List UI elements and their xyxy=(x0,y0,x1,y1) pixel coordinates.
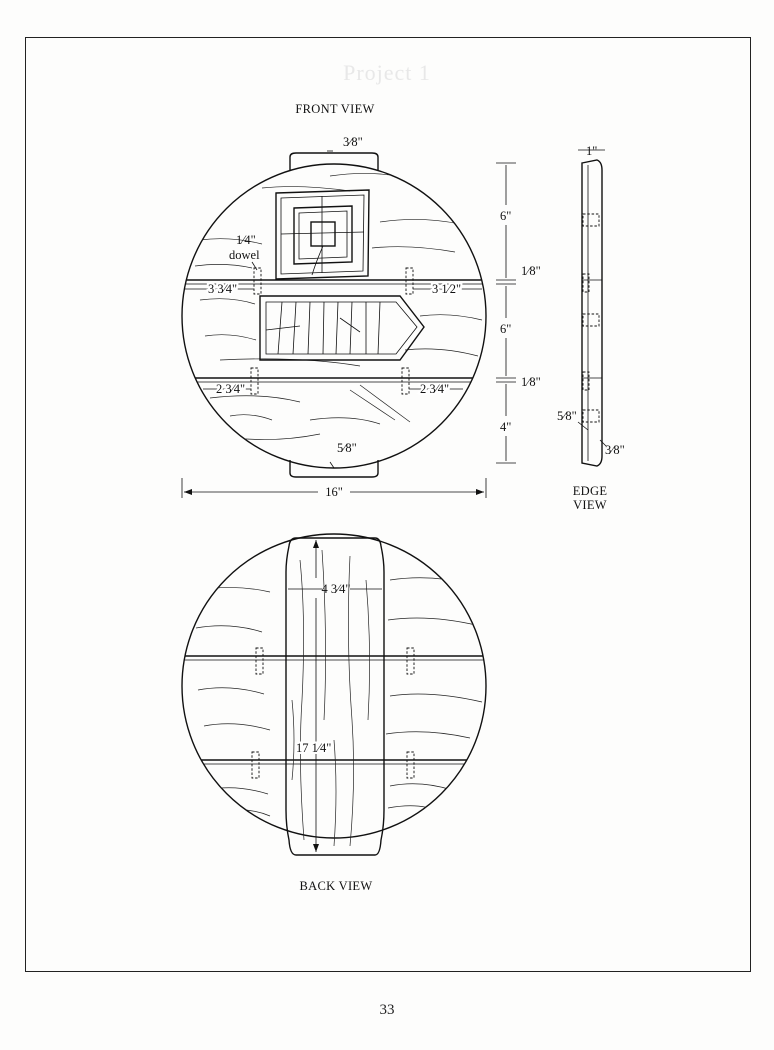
dim-edge-thickness: 1" xyxy=(586,144,598,158)
dim-upper-right: 3 1⁄2" xyxy=(432,282,462,296)
edge-view-title-line2: VIEW xyxy=(573,498,607,512)
front-dowel-lower-right xyxy=(402,368,409,394)
dim-overall-width: 16" xyxy=(325,485,343,499)
vertical-dimensions xyxy=(496,163,541,463)
front-round-outline xyxy=(182,164,486,468)
back-dowel-upper-right xyxy=(407,648,414,674)
dim-bottom-tab: 5⁄8" xyxy=(337,441,357,455)
dim-edge-bottom: 3⁄8" xyxy=(605,443,625,457)
front-view-shield xyxy=(180,153,490,477)
back-dowel-upper-left xyxy=(256,648,263,674)
page-number: 33 xyxy=(379,1002,395,1018)
edge-view xyxy=(557,144,625,512)
back-view-title: BACK VIEW xyxy=(299,879,373,893)
front-view-title: FRONT VIEW xyxy=(295,102,375,116)
dim-top-board: 6" xyxy=(500,209,512,223)
front-dimensions xyxy=(182,135,486,499)
back-dowel-lower-right xyxy=(407,752,414,778)
dim-lower-left: 2 3⁄4" xyxy=(216,382,246,396)
dim-lower-right: 2 3⁄4" xyxy=(420,382,450,396)
dim-upper-left: 3 3⁄4" xyxy=(208,282,238,296)
front-dowel-upper-right xyxy=(406,268,413,294)
front-dowel-upper-left xyxy=(254,268,261,294)
dim-dowel-size: 1⁄4" xyxy=(236,233,256,247)
front-square-emblem xyxy=(276,190,369,279)
back-dowel-lower-left xyxy=(252,752,259,778)
front-dowel-lower-left xyxy=(251,368,258,394)
dim-lower-gap: 1⁄8" xyxy=(521,375,541,389)
dim-bottom-board: 4" xyxy=(500,420,512,434)
dim-upper-gap: 1⁄8" xyxy=(521,264,541,278)
back-view-shield xyxy=(180,534,490,855)
dim-dowel-label: dowel xyxy=(229,248,260,262)
dim-edge-lower: 5⁄8" xyxy=(557,409,577,423)
dim-middle-board: 6" xyxy=(500,322,512,336)
edge-view-title-line1: EDGE xyxy=(572,484,608,498)
dim-cleat-width: 4 3⁄4" xyxy=(321,582,351,596)
bleed-through-header: Project 1 xyxy=(343,60,431,85)
dim-top-tab: 3⁄8" xyxy=(343,135,363,149)
back-round-outline xyxy=(182,534,486,838)
dim-cleat-length: 17 1⁄4" xyxy=(296,741,332,755)
front-arrow-emblem xyxy=(260,296,424,360)
